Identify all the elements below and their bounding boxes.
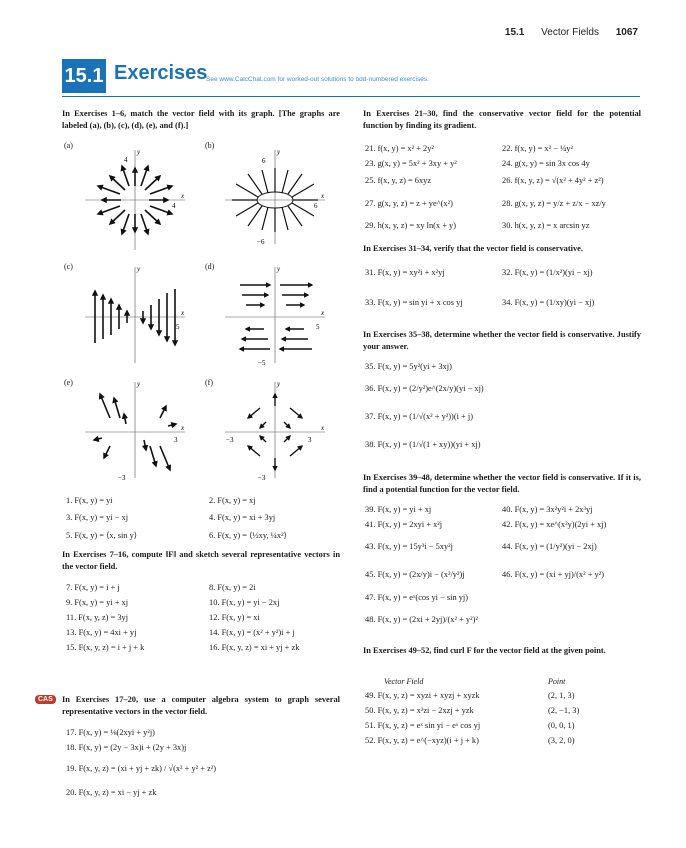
- exercise-45: 45. F(x, y) = (2x/y)i − (x²/y²)j: [365, 570, 465, 579]
- instructions-49-52: In Exercises 49–52, find curl F for the vector field at the given point.: [363, 646, 606, 655]
- graph-e-x-label: x: [181, 424, 185, 432]
- instructions-39-48: In Exercises 39–48, determine whether the vector field is conservative. If it is, find a potential function for the vector field.: [363, 473, 641, 494]
- graph-b-x-tick: 6: [314, 202, 318, 210]
- exercise-44: 44. F(x, y) = (1/y²)(yi − 2xj): [502, 542, 597, 551]
- exercise-34: 34. F(x, y) = (1/xy)(yi − xj): [502, 298, 595, 307]
- exercise-35: 35. F(x, y) = 5y²(yi + 3xj): [365, 362, 452, 371]
- exercise-43: 43. F(x, y) = 15y³i − 5xy²j: [365, 542, 453, 551]
- graph-a-x-tick: 4: [172, 202, 176, 210]
- exercise-51-point: (0, 0, 1): [548, 721, 575, 730]
- graph-e-x-tick: 3: [174, 436, 178, 444]
- instructions-17-20: In Exercises 17–20, use a computer algebra system to graph several representative vectors in the vector field.: [62, 695, 340, 716]
- graph-d-neg-tick: −5: [258, 359, 266, 367]
- section-title: Exercises: [114, 62, 208, 84]
- exercise-24: 24. g(x, y) = sin 3x cos 4y: [502, 159, 590, 168]
- exercise-5: 5. F(x, y) = ⟨x, sin y⟩: [66, 531, 138, 540]
- graph-f-pos-tick: 3: [308, 436, 312, 444]
- exercise-40: 40. F(x, y) = 3x²y²i + 2x³yj: [502, 505, 593, 514]
- graph-label-d: (d): [205, 262, 215, 271]
- header-title: Vector Fields: [541, 27, 599, 38]
- exercise-29: 29. h(x, y, z) = xy ln(x + y): [365, 221, 457, 230]
- section-number-badge: 15.1: [62, 59, 106, 93]
- graph-a-x-label: x: [181, 192, 185, 200]
- graph-f-neg-tick-a: −3: [226, 436, 234, 444]
- exercise-52-point: (3, 2, 0): [548, 736, 575, 745]
- instructions-31-34: In Exercises 31–34, verify that the vector field is conservative.: [363, 244, 583, 253]
- instructions-21-30: In Exercises 21–30, find the conservative vector field for the potential function by finding its gradient.: [363, 109, 641, 130]
- exercise-11: 11. F(x, y, z) = 3yj: [66, 613, 129, 622]
- exercise-21: 21. f(x, y) = x² + 2y²: [365, 144, 434, 153]
- exercise-16: 16. F(x, y, z) = xi + yj + zk: [209, 643, 300, 652]
- exercise-42: 42. F(x, y) = xe^(x²y)(2yi + xj): [502, 520, 607, 529]
- exercise-30: 30. h(x, y, z) = x arcsin yz: [502, 221, 590, 230]
- vector-field-graph-e: [80, 378, 190, 486]
- graph-b-neg-tick: −6: [257, 238, 265, 246]
- exercise-41: 41. F(x, y) = 2xyi + x²j: [365, 520, 443, 529]
- exercise-50-field: 50. F(x, y, z) = x²zi − 2xzj + yzk: [365, 706, 474, 715]
- exercise-9: 9. F(x, y) = yi + xj: [66, 598, 129, 607]
- exercise-50-point: (2, −1, 3): [548, 706, 580, 715]
- exercise-33: 33. F(x, y) = sin yi + x cos yj: [365, 298, 463, 307]
- exercise-26: 26. f(x, y, z) = √(x² + 4y² + z²): [502, 176, 604, 185]
- graph-f-x-label: x: [321, 424, 325, 432]
- exercise-13: 13. F(x, y) = 4xi + yj: [66, 628, 137, 637]
- graph-d-x-tick: 5: [316, 323, 320, 331]
- exercise-38: 38. F(x, y) = (1/√(1 + xy))(yi + xj): [365, 440, 481, 449]
- cas-badge: CAS: [35, 695, 56, 704]
- table-header-point: Point: [548, 677, 566, 686]
- instructions-7-16: In Exercises 7–16, compute ‖F‖ and sketch several representative vectors in the vector field.: [62, 550, 340, 571]
- graph-c-x-label: x: [181, 309, 185, 317]
- exercise-8: 8. F(x, y) = 2i: [209, 583, 256, 592]
- vector-field-graph-d: [220, 263, 330, 371]
- instructions-35-38: In Exercises 35–38, determine whether the vector field is conservative. Justify your answer.: [363, 330, 641, 351]
- running-header: [505, 27, 638, 38]
- exercise-4: 4. F(x, y) = xi + 3yj: [209, 513, 276, 522]
- graph-f-neg-tick-b: −3: [258, 474, 266, 482]
- graph-label-b: (b): [205, 141, 215, 150]
- graph-b-y-tick: 6: [262, 157, 266, 165]
- exercise-15: 15. F(x, y, z) = i + j + k: [66, 643, 145, 652]
- graph-a-y-tick: 4: [124, 156, 128, 164]
- exercise-22: 22. f(x, y) = x² − ¼y²: [502, 144, 573, 153]
- graph-d-y-label: y: [277, 265, 281, 273]
- exercise-48: 48. F(x, y) = (2xi + 2yj)/(x² + y²)²: [365, 615, 478, 624]
- exercise-51-field: 51. F(x, y, z) = eˣ sin yi − eˣ cos yj: [365, 721, 481, 730]
- section-rule: [62, 96, 640, 97]
- exercise-23: 23. g(x, y) = 5x² + 3xy + y²: [365, 159, 457, 168]
- exercise-27: 27. g(x, y, z) = z + ye^(x²): [365, 199, 453, 208]
- graph-e-y-label: y: [137, 380, 141, 388]
- exercise-46: 46. F(x, y) = (xi + yj)/(x² + y²): [502, 570, 605, 579]
- graph-b-y-label: y: [277, 148, 281, 156]
- exercise-49-point: (2, 1, 3): [548, 691, 575, 700]
- exercise-28: 28. g(x, y, z) = y/z + z/x − xz/y: [502, 199, 606, 208]
- exercise-39: 39. F(x, y) = yi + xj: [365, 505, 432, 514]
- header-section: 15.1: [504, 27, 525, 38]
- exercise-6: 6. F(x, y) = ⟨½xy, ¼x²⟩: [209, 531, 287, 540]
- exercise-37: 37. F(x, y) = (1/√(x² + y²))(i + j): [365, 412, 473, 421]
- exercise-19: 19. F(x, y, z) = (xi + yj + zk) / √(x² + y² + z²): [66, 764, 217, 773]
- graph-c-x-tick: 5: [176, 323, 180, 331]
- vector-field-graph-a: [80, 146, 190, 254]
- exercise-47: 47. F(x, y) = eˣ(cos yi − sin yj): [365, 593, 469, 602]
- exercise-17: 17. F(x, y) = ⅛(2xyi + y²j): [66, 728, 155, 737]
- exercise-18: 18. F(x, y) = (2y − 3x)i + (2y + 3x)j: [66, 743, 187, 752]
- graph-e-neg-tick: −3: [118, 474, 126, 482]
- exercise-25: 25. f(x, y, z) = 6xyz: [365, 176, 432, 185]
- exercise-20: 20. F(x, y, z) = xi − yj + zk: [66, 788, 157, 797]
- exercise-49-field: 49. F(x, y, z) = xyzi + xyzj + xyzk: [365, 691, 480, 700]
- graph-label-e: (e): [64, 378, 73, 387]
- calcchat-link[interactable]: See www.CalcChat.com for worked-out solutions to odd-numbered exercises.: [206, 76, 429, 83]
- exercise-10: 10. F(x, y) = yi − 2xj: [209, 598, 280, 607]
- graph-b-x-label: x: [321, 192, 325, 200]
- graph-f-y-label: y: [277, 380, 281, 388]
- exercise-32: 32. F(x, y) = (1/x²)(yi − xj): [502, 268, 593, 277]
- graph-a-y-label: y: [137, 148, 141, 156]
- instructions-1-6: In Exercises 1–6, match the vector field with its graph. [The graphs are labeled (a), (b), (c), (d), (e), and (f).]: [62, 109, 340, 130]
- table-header-vector-field: Vector Field: [384, 677, 424, 686]
- exercise-12: 12. F(x, y) = xi: [209, 613, 260, 622]
- graph-label-c: (c): [64, 262, 73, 271]
- graph-label-a: (a): [64, 141, 73, 150]
- exercise-2: 2. F(x, y) = xj: [209, 496, 256, 505]
- exercise-31: 31. F(x, y) = xy²i + x²yj: [365, 268, 445, 277]
- vector-field-graph-c: [80, 263, 190, 371]
- exercise-36: 36. F(x, y) = (2/y²)e^(2x/y)(yi − xj): [365, 384, 484, 393]
- graph-label-f: (f): [205, 378, 213, 387]
- exercise-1: 1. F(x, y) = yi: [66, 496, 113, 505]
- vector-field-graph-f: [220, 378, 330, 486]
- exercise-14: 14. F(x, y) = (x² + y²)i + j: [209, 628, 295, 637]
- graph-c-y-label: y: [137, 265, 141, 273]
- graph-d-x-label: x: [321, 309, 325, 317]
- exercise-3: 3. F(x, y) = yi − xj: [66, 513, 129, 522]
- page-number: 1067: [615, 27, 638, 38]
- vector-field-graph-b: [220, 146, 330, 254]
- exercise-7: 7. F(x, y) = i + j: [66, 583, 120, 592]
- exercise-52-field: 52. F(x, y, z) = e^(−xyz)(i + j + k): [365, 736, 479, 745]
